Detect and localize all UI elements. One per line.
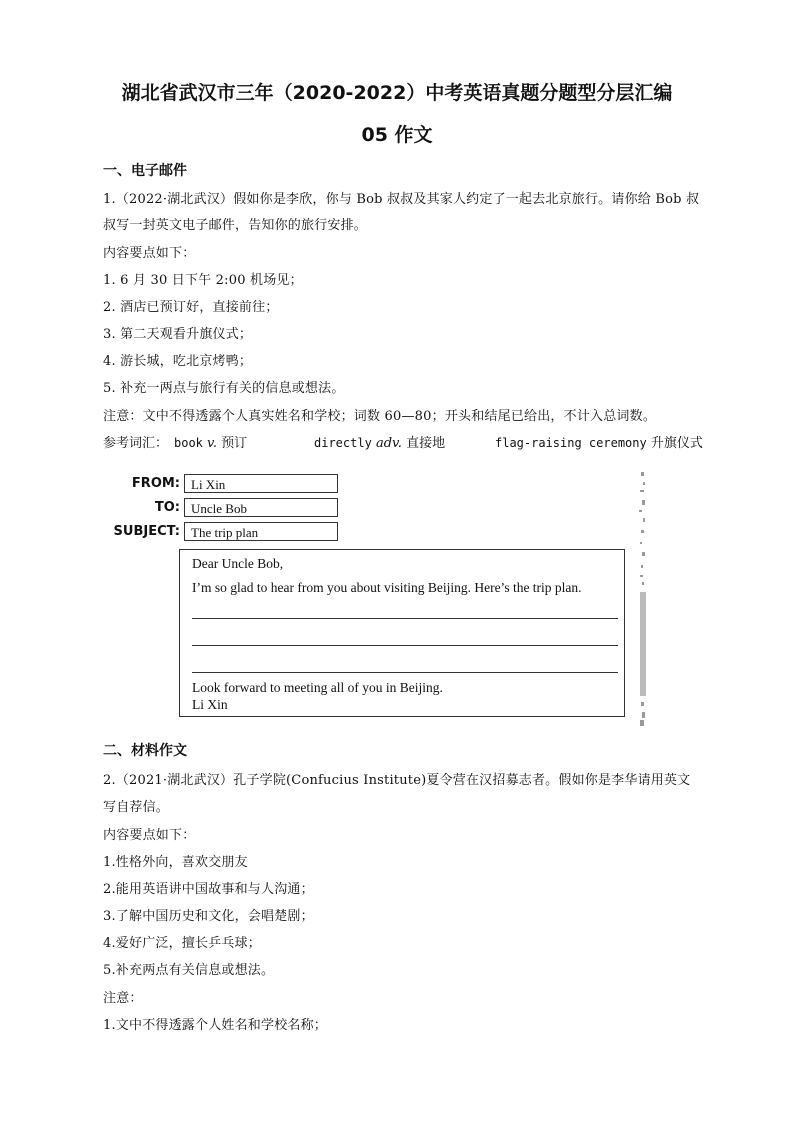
q1-text-line1: 1.（2022·湖北武汉）假如你是李欣，你与 Bob 叔叔及其家人约定了一起去北京旅行。请你给 Bob 叔	[103, 192, 700, 207]
q1-point-1: 1. 6 月 30 日下午 2:00 机场见；	[103, 273, 303, 288]
q2-note-1: 1.文中不得透露个人姓名和学校名称；	[103, 1018, 328, 1033]
q2-point-2: 2.能用英语讲中国故事和与人沟通；	[103, 882, 314, 897]
q2-point-3: 3.了解中国历史和文化，会唱楚剧；	[103, 909, 314, 924]
vocab-item-flag-raising	[495, 432, 703, 451]
vocab-pos: v.	[207, 436, 217, 451]
email-opening: I’m so glad to hear from you about visiting Beijing. Here’s the trip plan.	[192, 580, 582, 595]
q2-point-4: 4.爱好广泛，擅长乒乓球；	[103, 936, 262, 951]
q1-point-2: 2. 酒店已预订好，直接前往；	[103, 300, 279, 315]
q1-text-line2: 叔写一封英文电子邮件，告知你的旅行安排。	[103, 218, 368, 233]
vocab-meaning: 升旗仪式	[650, 436, 703, 451]
document-title: 湖北省武汉市三年（2020-2022）中考英语真题分题型分层汇编	[121, 82, 673, 104]
vocab-pos: adv.	[375, 436, 402, 451]
q1-point-3: 3. 第二天观看升旗仪式；	[103, 327, 253, 342]
email-from-field: Li Xin	[184, 474, 338, 493]
writing-line	[192, 645, 618, 646]
email-subject-label: SUBJECT:	[113, 524, 180, 539]
q1-point-5: 5. 补充一两点与旅行有关的信息或想法。	[103, 381, 345, 396]
q2-text-line1: 2.（2021·湖北武汉）孔子学院(Confucius Institute)夏令营在汉招募志者。假如你是李华请用英文	[103, 773, 691, 788]
q1-point-4: 4. 游长城，吃北京烤鸭；	[103, 354, 253, 369]
q2-note-title: 注意：	[103, 991, 143, 1006]
writing-line	[192, 618, 618, 619]
vocab-word: directly	[314, 436, 372, 450]
email-to-label: TO:	[154, 500, 180, 515]
vocab-word: flag-raising ceremony	[495, 436, 647, 450]
vocab-word: book	[174, 436, 203, 450]
email-closing: Look forward to meeting all of you in Beijing.	[192, 680, 443, 695]
vocab-label: 参考词汇：	[103, 436, 169, 451]
email-body-box	[179, 549, 625, 717]
email-from-label: FROM:	[131, 476, 180, 491]
vocab-meaning: 预订	[221, 436, 248, 451]
email-greeting: Dear Uncle Bob,	[192, 556, 284, 571]
section1-heading: 一、电子邮件	[103, 163, 187, 179]
q2-point-1: 1.性格外向，喜欢交朋友	[103, 855, 248, 870]
q2-text-line2: 写自荐信。	[103, 800, 170, 815]
document-subtitle: 05 作文	[361, 124, 433, 146]
q1-points-title: 内容要点如下：	[103, 246, 196, 261]
email-subject-field: The trip plan	[184, 522, 338, 541]
vocab-item-book	[174, 432, 247, 451]
vocab-meaning: 直接地	[406, 436, 446, 451]
section2-heading: 二、材料作文	[103, 743, 187, 759]
email-to-field: Uncle Bob	[184, 498, 338, 517]
writing-line	[192, 672, 618, 673]
scan-noise-strip	[637, 470, 649, 728]
q2-points-title: 内容要点如下：	[103, 828, 196, 843]
q2-point-5: 5.补充两点有关信息或想法。	[103, 963, 275, 978]
email-signature: Li Xin	[192, 697, 228, 712]
vocab-item-directly	[314, 432, 445, 451]
q1-note: 注意：文中不得透露个人真实姓名和学校；词数 60—80；开头和结尾已给出，不计入总词数。	[103, 409, 657, 424]
